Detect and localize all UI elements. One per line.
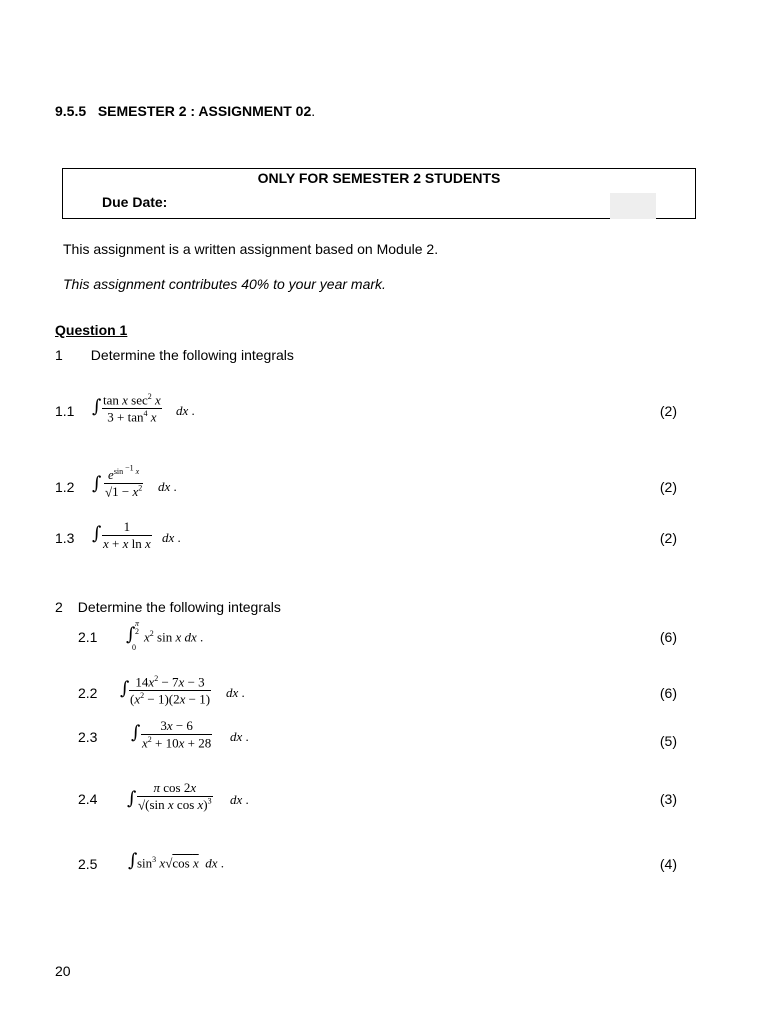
part-1-instruction: Determine the following integrals <box>90 347 294 363</box>
marks: (5) <box>659 733 677 749</box>
item-label: 1.3 <box>55 530 75 546</box>
notice-box <box>62 168 696 219</box>
due-date-field[interactable] <box>610 193 656 219</box>
marks: (2) <box>659 479 677 495</box>
integral-2-3: ∫ $\frac{3x - 6}{x^2 + 10x + 28}$ dx . <box>131 718 249 751</box>
item-label: 1.1 <box>55 403 75 419</box>
item-label: 2.1 <box>78 629 98 645</box>
part-1-heading <box>55 347 294 363</box>
integral-2-5: ∫ $\sin^3 x√\cos$ x dx . <box>128 850 224 871</box>
marks: (6) <box>659 629 677 645</box>
part-2-heading <box>55 599 281 615</box>
marks: (4) <box>659 856 677 872</box>
item-label: 2.2 <box>78 685 98 701</box>
intro-text: This assignment is a written assignment based on Module 2. <box>63 241 439 257</box>
integral-2-2: ∫ $\frac{14x^2 - 7x - 3}{(x^2 - 1)(2x - 1)}$ dx . <box>120 674 245 707</box>
integral-1-2: ∫ $\frac{e^{sin ^{-1} x}}{√1 - x^2}$ dx . <box>92 463 177 500</box>
weight-note: This assignment contributes 40% to your year mark. <box>63 276 386 292</box>
integral-2-4: ∫ $\frac{\text{π cos 2x}}{√(\sin x \cos x)^3}$ dx . <box>127 780 249 813</box>
marks: (3) <box>659 791 677 807</box>
question-title: Question 1 <box>55 322 128 338</box>
integral-1-1: ∫ tan x $\sec^2 x$ $3 + \tan^4 x$ dx . <box>92 392 195 425</box>
due-date-label: Due Date: <box>102 194 168 210</box>
marks: (6) <box>659 685 677 701</box>
assignment-title: SEMESTER 2 : ASSIGNMENT 02 <box>97 103 312 119</box>
notice-title: ONLY FOR SEMESTER 2 STUDENTS <box>257 170 501 186</box>
section-number: 9.5.5 <box>55 103 87 119</box>
marks: (2) <box>659 403 677 419</box>
page-number: 20 <box>55 963 71 979</box>
integral-1-3: ∫ $\frac{1}{\text{x + x ln x}}$ dx . <box>92 519 181 551</box>
heading-period: . <box>311 103 316 119</box>
part-2-instruction: Determine the following integrals <box>77 599 281 615</box>
item-label: 2.5 <box>78 856 98 872</box>
part-1-number: 1 <box>55 347 63 363</box>
part-2-number: 2 <box>55 599 63 615</box>
page-heading <box>55 103 315 119</box>
item-label: 2.4 <box>78 791 98 807</box>
integral-2-1: ∫ π 2 0 $x^2$ sin x dx . <box>126 619 204 652</box>
marks: (2) <box>659 530 677 546</box>
item-label: 2.3 <box>78 729 98 745</box>
item-label: 1.2 <box>55 479 75 495</box>
